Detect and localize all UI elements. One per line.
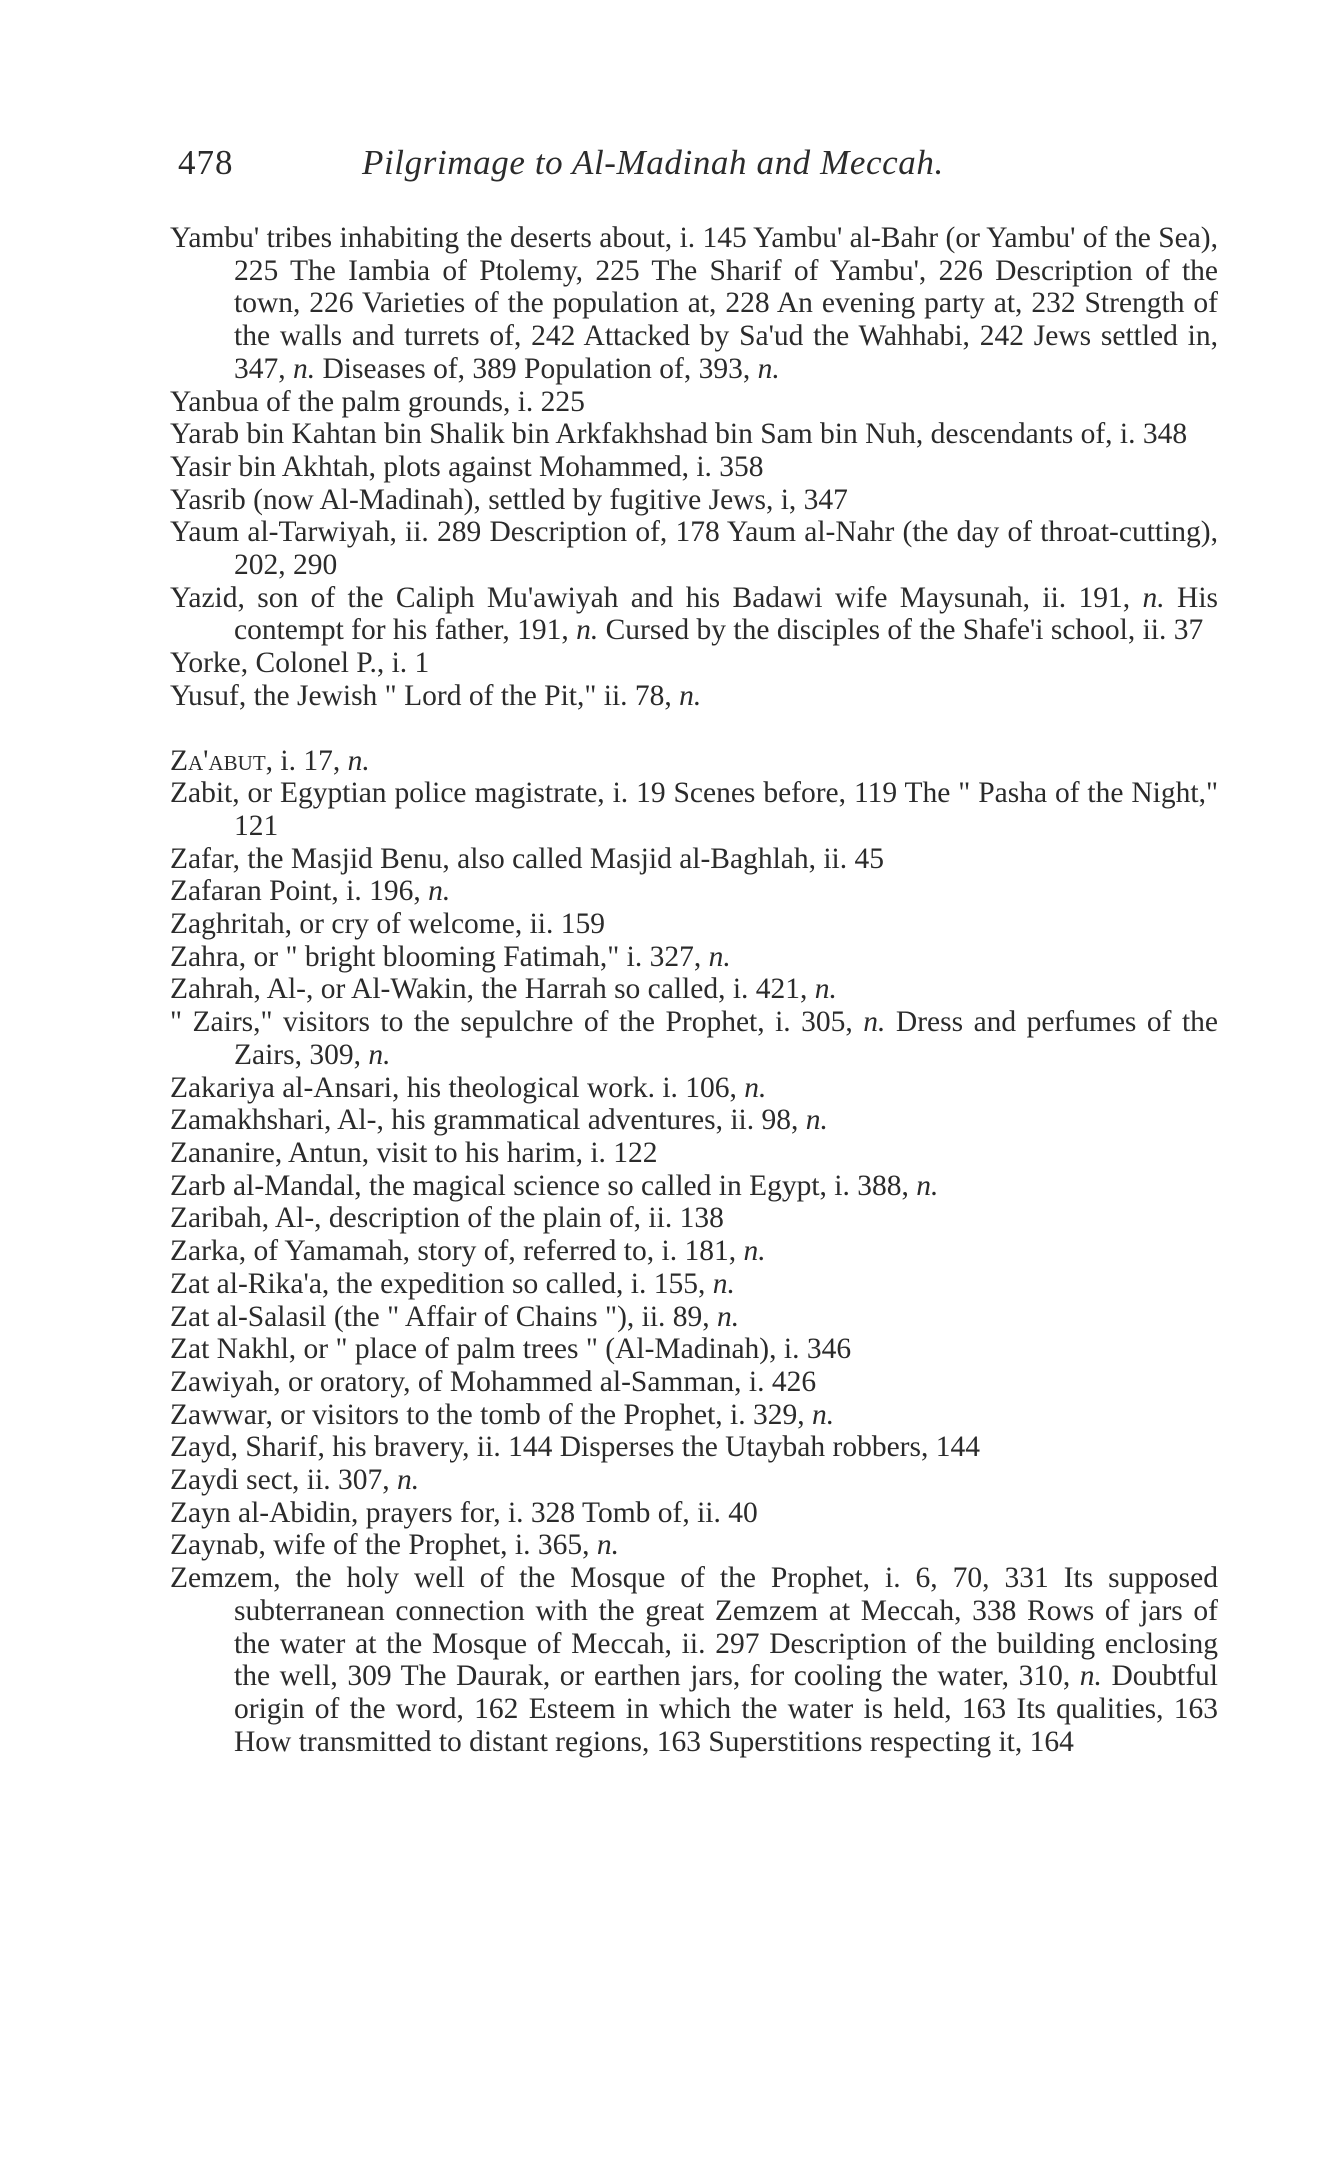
entry-text: Zawwar, or visitors to the tomb of the Prophet, i. 329, [170,1398,812,1431]
entry-text: Yaum al-Tarwiyah, ii. 289 Description of, 178 Yaum al-Nahr (the day of throat-cutting), 202, 290 [170,516,1218,582]
index-entry [170,1006,1218,1071]
entry-text: Cursed by the disciples of the Shafe'i school, ii. 37 [598,614,1204,647]
note-marker: n. [717,1300,740,1333]
entry-text: Zaynab, wife of the Prophet, i. 365, [170,1529,597,1562]
note-marker: n. [812,1398,835,1431]
index-entry [170,745,1218,778]
index-entry [170,386,1218,419]
entry-text: Yusuf, the Jewish " Lord of the Pit," ii. 78, [170,679,680,712]
entry-text: Zemzem, the holy well of the Mosque of the Prophet, i. 6, 70, 331 Its supposed subterranean connection with the great Zemzem at Meccah, 338 Rows of jars of the water at the Mosque of Meccah, ii. 297 Description of the building enclosing the well, 309 The Daurak, or earthen jars, for cooling the water, 310, [170,1562,1218,1693]
index-entry [170,777,1218,842]
index-entry [170,1431,1218,1464]
entry-text: Zarb al-Mandal, the magical science so called in Egypt, i. 388, [170,1169,917,1202]
note-marker: n. [293,352,316,385]
index-entry [170,484,1218,517]
index-entry [170,941,1218,974]
index-entry [170,1399,1218,1432]
index-entry [170,1366,1218,1399]
index-entry [170,418,1218,451]
index-entry [170,1333,1218,1366]
page-number: 478 [178,143,234,182]
entry-text: Dress and perfumes of the Zairs, 309, [234,1006,1218,1071]
entry-text: Yorke, Colonel P., i. 1 [170,647,430,680]
index-entry [170,1464,1218,1497]
entry-text: Yambu' tribes inhabiting the deserts about, i. 145 Yambu' al-Bahr (or Yambu' of the Sea), 225 The Iambia of Ptolemy, 225 The Sharif of Yambu', 226 Description of the town, 226 Varieties of the population at, 228 An evening party at, 232 Strength of the walls and turrets of, 242 Attacked by Sa'ud the Wahhabi, 242 Jews settled in, 347, [170,222,1218,385]
note-marker: n. [428,875,451,908]
entry-text: Diseases of, 389 Population of, 393, [315,352,758,385]
note-marker: n. [712,1267,735,1300]
entry-text: Zayn al-Abidin, prayers for, i. 328 Tomb of, ii. 40 [170,1496,758,1529]
index-entry [170,647,1218,680]
entry-text: Zabit, or Egyptian police magistrate, i. 19 Scenes before, 119 The " Pasha of the Night," 121 [170,777,1218,842]
entry-text: Zayd, Sharif, his bravery, ii. 144 Disperses the Utaybah robbers, 144 [170,1431,980,1464]
index-entry [170,908,1218,941]
note-marker: n. [863,1006,886,1039]
index-entry [170,1104,1218,1137]
index-entry [170,1170,1218,1203]
entry-text: Zamakhshari, Al-, his grammatical adventures, ii. 98, [170,1104,806,1137]
index-entry [170,1562,1218,1758]
entry-text: Yasir bin Akhtah, plots against Mohammed, i. 358 [170,450,764,483]
note-marker: n. [757,352,780,385]
entry-text: Zafar, the Masjid Benu, also called Masjid al-Baghlah, ii. 45 [170,842,885,875]
index-entry [170,973,1218,1006]
entry-text: Zakariya al-Ansari, his theological work. i. 106, [170,1071,745,1104]
note-marker: n. [744,1071,767,1104]
entry-text: Zarka, of Yamamah, story of, referred to, i. 181, [170,1235,744,1268]
index-entry [170,222,1218,386]
note-marker: n. [916,1169,939,1202]
entry-text: , i. 17, [265,744,348,777]
entry-text: " Zairs," visitors to the sepulchre of the Prophet, i. 305, [170,1006,864,1039]
entry-headword: Za'abut [170,744,266,777]
index-entry [170,516,1218,581]
entry-text: Yanbua of the palm grounds, i. 225 [170,385,585,418]
note-marker: n. [1142,581,1165,614]
note-marker: n. [1079,1660,1102,1693]
note-marker: n. [679,679,702,712]
index-entry [170,875,1218,908]
entry-text: Zat Nakhl, or " place of palm trees " (Al-Madinah), i. 346 [170,1333,852,1366]
index-entry [170,680,1218,713]
entry-text: Zafaran Point, i. 196, [170,875,429,908]
entry-text: Zat al-Rika'a, the expedition so called, i. 155, [170,1267,713,1300]
index-entry [170,1529,1218,1562]
note-marker: n. [743,1235,766,1268]
note-marker: n. [576,614,599,647]
index-entry [170,1235,1218,1268]
note-marker: n. [814,973,837,1006]
index-entry [170,1301,1218,1334]
entry-text: Zaribah, Al-, description of the plain of, ii. 138 [170,1202,724,1235]
index-entries [170,222,1218,1758]
entry-text: His contempt for his father, 191, [234,581,1218,647]
index-entry [170,451,1218,484]
note-marker: n. [347,744,370,777]
index-entry [170,1497,1218,1530]
entry-text: Doubtful origin of the word, 162 Esteem in which the water is held, 163 Its qualities, 163 How transmitted to distant regions, 163 Superstitions respecting it, 164 [234,1660,1218,1758]
index-entry [170,843,1218,876]
entry-text: Zaghritah, or cry of welcome, ii. 159 [170,908,605,941]
entry-text: Zahra, or " bright blooming Fatimah," i. 327, [170,940,709,973]
running-title: Pilgrimage to Al-Madinah and Meccah. [362,143,944,182]
entry-text: Zananire, Antun, visit to his harim, i. 122 [170,1136,658,1169]
note-marker: n. [368,1038,391,1071]
entry-text: Yazid, son of the Caliph Mu'awiyah and his Badawi wife Maysunah, ii. 191, [170,581,1143,614]
entry-text: Zahrah, Al-, or Al-Wakin, the Harrah so called, i. 421, [170,973,815,1006]
entry-text: Zaydi sect, ii. 307, [170,1464,397,1497]
index-entry [170,582,1218,647]
entry-text: Yasrib (now Al-Madinah), settled by fugitive Jews, i, 347 [170,483,848,516]
index-entry [170,1268,1218,1301]
entry-text: Zawiyah, or oratory, of Mohammed al-Samman, i. 426 [170,1365,817,1398]
entry-text: Zat al-Salasil (the " Affair of Chains "), ii. 89, [170,1300,718,1333]
note-marker: n. [396,1464,420,1497]
index-entry [170,1137,1218,1170]
index-entry [170,1202,1218,1235]
entry-text: Yarab bin Kahtan bin Shalik bin Arkfakhshad bin Sam bin Nuh, descendants of, i. 348 [170,418,1188,451]
note-marker: n. [805,1104,828,1137]
page-header [178,138,1238,188]
index-entry [170,1072,1218,1105]
note-marker: n. [708,940,731,973]
note-marker: n. [596,1529,619,1562]
